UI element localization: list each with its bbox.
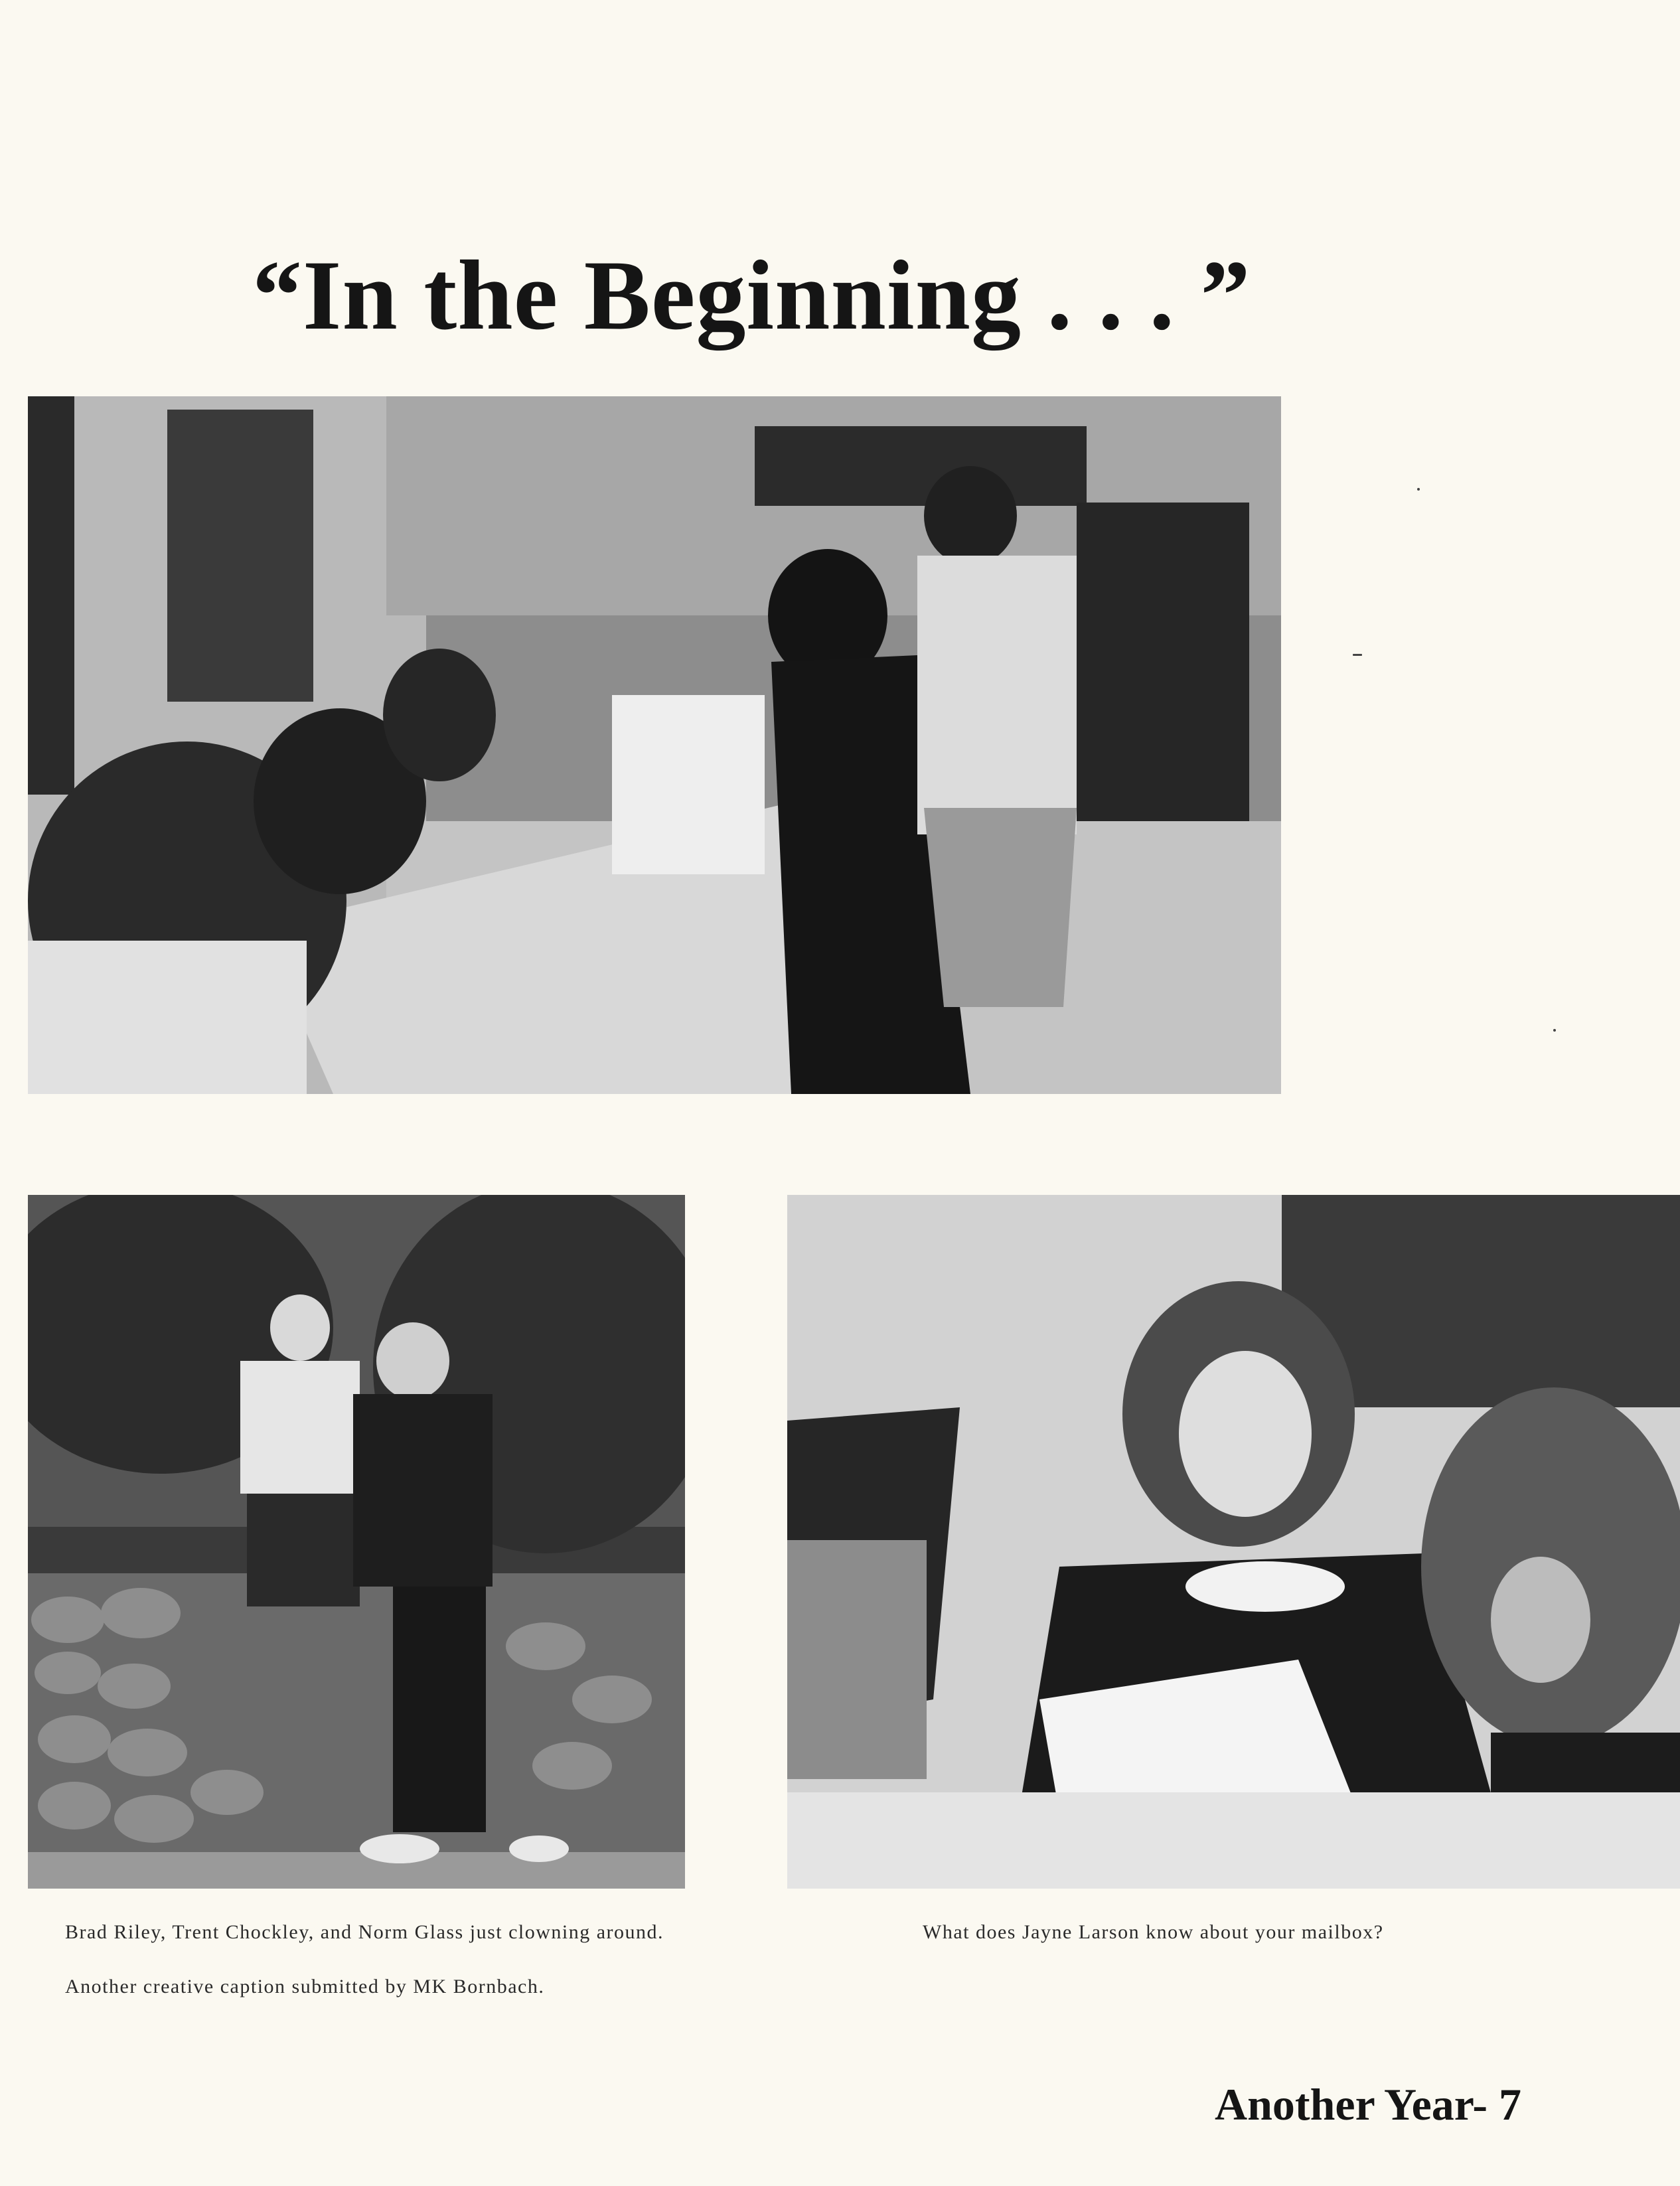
photo-icon — [28, 396, 1281, 1094]
caption-credit: Another creative caption submitted by MK Bornbach. — [65, 1976, 545, 1997]
mailbox-photo — [787, 1195, 1680, 1889]
page-footer: Another Year- 7 — [1215, 2079, 1522, 2130]
page-title: “In the Beginning . . . ” — [252, 240, 1251, 351]
photo-icon — [787, 1195, 1680, 1889]
clowning-photo — [28, 1195, 685, 1889]
scan-speck — [1353, 654, 1362, 656]
registration-photo — [28, 396, 1281, 1094]
photo-icon — [28, 1195, 685, 1889]
clowning-caption: Brad Riley, Trent Chockley, and Norm Glass just clowning around. — [65, 1921, 664, 1943]
scan-speck — [1553, 1029, 1556, 1032]
scan-speck — [1417, 488, 1420, 491]
mailbox-caption: What does Jayne Larson know about your mailbox? — [923, 1921, 1384, 1943]
